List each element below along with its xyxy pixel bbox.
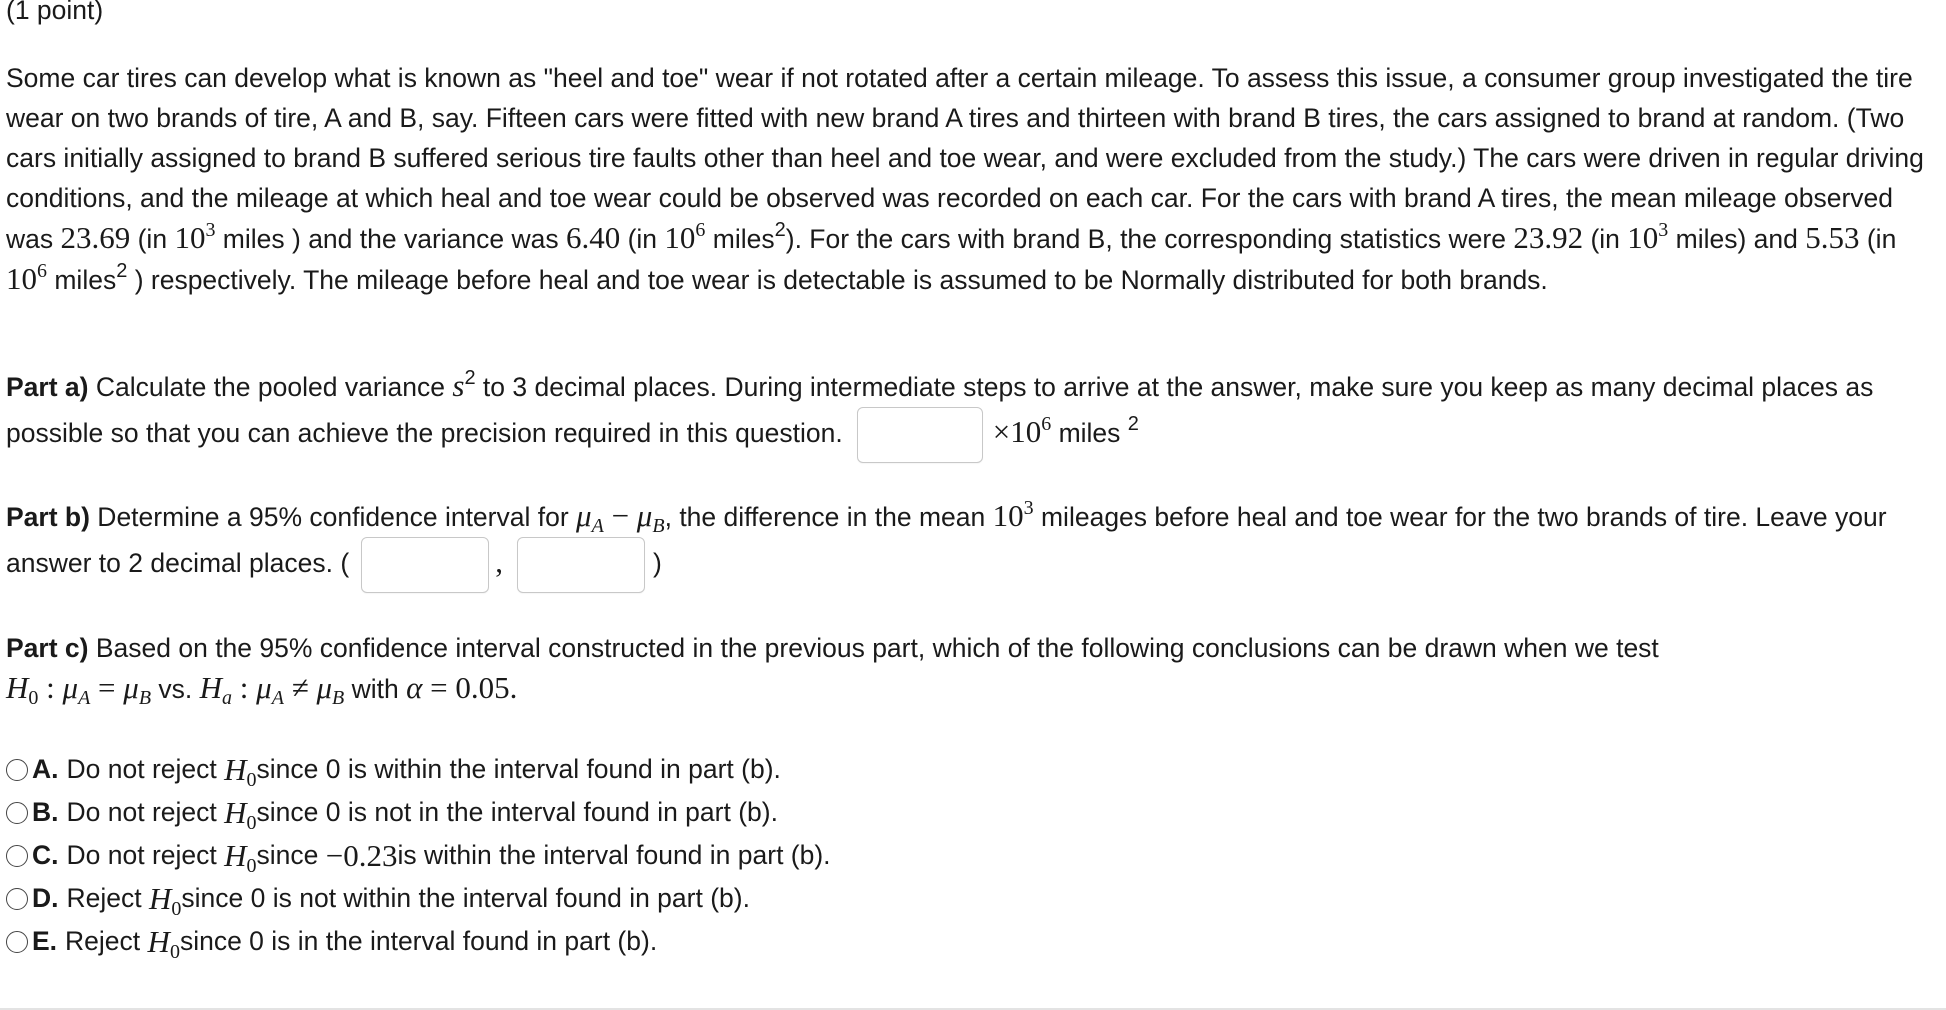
radio-button[interactable] [6, 802, 28, 824]
intro-text: miles ) and the variance was [215, 224, 566, 254]
colon: : [38, 670, 63, 705]
option-text: is within the interval found in part (b). [397, 840, 831, 870]
part-b-label: Part b) [6, 502, 90, 532]
mu-b: $\mu_B$ [636, 498, 665, 537]
option-text: since 0 is not in the interval found in part (b). [256, 797, 778, 827]
squared-exponent: 2 [774, 219, 786, 241]
alpha-symbol: α [406, 670, 423, 705]
equals-sign: = [90, 670, 124, 705]
var-a-value: 6.40 [565, 220, 621, 255]
option-text: Reject [66, 883, 142, 913]
intro-text: miles) and [1668, 224, 1806, 254]
squared-exponent: 2 [116, 260, 128, 282]
intro-text: (in [1583, 224, 1628, 254]
part-b-text: mileages before heal and toe wear for the two brands of tire. Leave your answer to 2 decimal places. ( [6, 502, 1887, 578]
interval-separator: , [495, 544, 503, 579]
radio-button[interactable] [6, 845, 28, 867]
equals-sign: = [422, 670, 456, 705]
option-letter: E. [32, 926, 58, 956]
vs-text: vs. [151, 674, 200, 704]
intro-text: ). For the cars with brand B, the corresponding statistics were [785, 224, 1514, 254]
not-equals-sign: ≠ [283, 670, 317, 705]
colon: : [232, 670, 257, 705]
option-text: Do not reject [66, 840, 217, 870]
part-b-text: the difference in the mean [671, 502, 993, 532]
option-letter: D. [32, 883, 59, 913]
part-c-label: Part c) [6, 633, 89, 663]
close-paren: ) [652, 548, 662, 578]
option-letter: C. [32, 840, 59, 870]
radio-button[interactable] [6, 888, 28, 910]
unit-miles: miles [1051, 418, 1128, 448]
option-value: −0.23 [325, 838, 398, 873]
h0-symbol: $H_0$ [6, 670, 39, 709]
option-text: Do not reject [66, 797, 217, 827]
option-d[interactable] [6, 877, 831, 920]
option-text: Do not reject [66, 754, 217, 784]
mean-b-value: 23.92 [1513, 220, 1584, 255]
alpha-value: 0.05 [455, 670, 510, 705]
pooled-variance-input[interactable] [857, 407, 983, 463]
option-e[interactable] [6, 920, 831, 963]
part-a-text: Calculate the pooled variance [88, 372, 453, 402]
h0-symbol: $H_0$ [149, 881, 182, 920]
intro-text: (in [620, 224, 665, 254]
h0-symbol: $H_0$ [147, 924, 180, 963]
option-text: Reject [65, 926, 141, 956]
comma: , [664, 502, 672, 532]
intro-text: (in [130, 224, 175, 254]
power-ten: $10^6$ [6, 260, 47, 296]
answer-options [6, 748, 831, 963]
part-b [6, 496, 1936, 593]
part-c-text: Based on the 95% confidence interval constructed in the previous part, which of the following conclusions can be drawn when we test [88, 633, 1659, 663]
part-a [6, 366, 1936, 463]
intro-text: miles [705, 224, 775, 254]
h0-symbol: $H_0$ [224, 795, 257, 834]
power-ten: $10^3$ [174, 219, 216, 255]
part-b-text: Determine a 95% confidence interval for [89, 502, 577, 532]
ci-upper-input[interactable] [517, 537, 645, 593]
variable-s: s [452, 368, 465, 403]
problem-statement [6, 58, 1941, 300]
option-b[interactable] [6, 791, 831, 834]
minus-sign: − [603, 498, 637, 533]
mu-b: $\mu_B$ [123, 670, 152, 709]
option-letter: A. [32, 754, 59, 784]
unit-squared: 2 [1127, 413, 1139, 435]
part-a-text: to 3 decimal places. During intermediate steps to arrive at the answer, make sure you keep as many decimal places as possible so that you can achieve the precision required in this question. [6, 372, 1874, 448]
h0-symbol: $H_0$ [224, 752, 257, 791]
intro-text: miles [47, 265, 117, 295]
mean-a-value: 23.69 [60, 220, 131, 255]
power-ten: $10^3$ [1627, 219, 1669, 255]
option-text: since 0 is in the interval found in part (b). [179, 926, 658, 956]
power-ten: $10^3$ [992, 497, 1034, 533]
option-text: since [256, 840, 319, 870]
option-c[interactable] [6, 834, 831, 877]
mu-a: $\mu_A$ [62, 670, 91, 709]
part-c [6, 628, 1936, 709]
ha-symbol: $H_a$ [199, 670, 233, 709]
mu-b: $\mu_B$ [316, 670, 345, 709]
points-label: (1 point) [6, 0, 104, 25]
intro-text: Some car tires can develop what is known as "heel and toe" wear if not rotated after a certain mileage. To assess this issue, a consumer group investigated the tire wear on two brands of tire, A and B, say. Fifteen cars were fitted with new brand A tires and thirteen with brand B tires, the cars assigned to brand at random. (Two cars initially assigned to brand B suffered serious tire faults other than heel and toe wear, and were excluded from the study.) The cars were driven in regular driving conditions, and the mileage at which heal and toe wear could be observed was recorded on each car. For the cars with brand A tires, the mean mileage observed was [6, 63, 1924, 254]
h0-symbol: $H_0$ [224, 838, 257, 877]
option-text: since 0 is within the interval found in part (b). [256, 754, 781, 784]
mu-a: $\mu_A$ [256, 670, 284, 709]
ci-lower-input[interactable] [361, 537, 489, 593]
radio-button[interactable] [6, 931, 28, 953]
var-b-value: 5.53 [1805, 220, 1860, 255]
intro-text: ) respectively. The mileage before heal and toe wear is detectable is assumed to be Normally distributed for both brands. [127, 265, 1548, 295]
option-letter: B. [32, 797, 59, 827]
unit-power-ten: $\times 10^6$ [992, 413, 1052, 449]
period: . [509, 670, 518, 705]
option-a[interactable] [6, 748, 831, 791]
squared-exponent: 2 [464, 367, 476, 389]
power-ten: $10^6$ [664, 219, 706, 255]
part-a-label: Part a) [6, 372, 89, 402]
intro-text: (in [1859, 224, 1897, 254]
mu-a: $\mu_A$ [576, 498, 604, 537]
radio-button[interactable] [6, 759, 28, 781]
with-text: with [344, 674, 407, 704]
option-text: since 0 is not within the interval found in part (b). [181, 883, 750, 913]
